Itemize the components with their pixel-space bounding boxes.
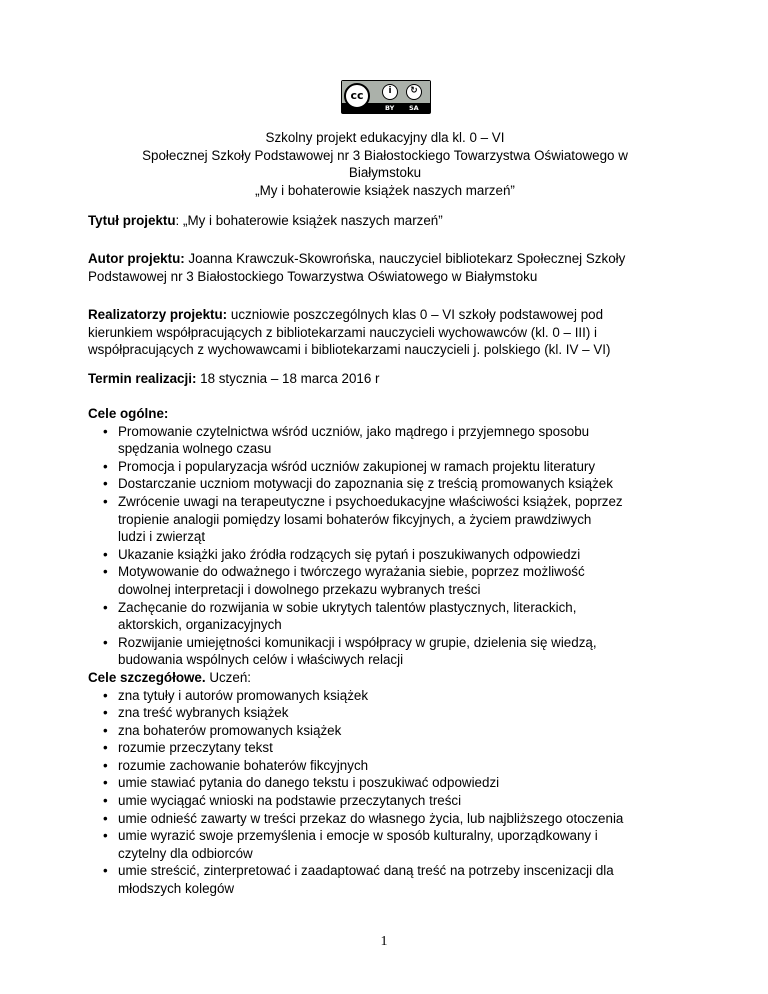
list-item-text: zna bohaterów promowanych książek xyxy=(118,722,342,738)
list-item xyxy=(88,757,688,775)
list-item-text: aktorskich, organizacyjnych xyxy=(118,617,282,633)
list-item xyxy=(88,704,688,722)
specific-goals-list xyxy=(88,687,688,898)
header-line: „My i bohaterowie książek naszych marzeń” xyxy=(255,182,515,198)
bullet-icon: • xyxy=(103,722,108,738)
header-line: Społecznej Szkoły Podstawowej nr 3 Białostockiego Towarzystwa Oświatowego w xyxy=(142,147,628,163)
bullet-icon: • xyxy=(103,564,108,580)
list-item-text: Promowanie czytelnictwa wśród uczniów, jako mądrego i przyjemnego sposobu xyxy=(118,423,590,439)
bullet-icon: • xyxy=(103,863,108,879)
project-term-paragraph xyxy=(88,370,688,388)
list-item xyxy=(88,475,688,493)
list-item-text: zna treść wybranych książek xyxy=(118,705,289,721)
project-author-paragraph xyxy=(88,250,688,285)
attribution-icon: i xyxy=(382,84,398,100)
project-term-label: Termin realizacji: xyxy=(88,371,197,386)
list-item-text: umie wyrazić swoje przemyślenia i emocje w sposób kulturalny, uporządkowany i xyxy=(118,828,598,844)
list-item-text: spędzania wolnego czasu xyxy=(118,441,272,457)
list-item xyxy=(88,599,688,634)
author-text-line: Podstawowej nr 3 Białostockiego Towarzystwa Oświatowego w Białymstoku xyxy=(88,268,538,284)
list-item xyxy=(88,810,688,828)
bullet-icon: • xyxy=(103,599,108,615)
bullet-icon: • xyxy=(103,810,108,826)
list-item-text: Rozwijanie umiejętności komunikacji i współpracy w grupie, dzielenia się wiedzą, xyxy=(118,634,597,650)
bullet-icon: • xyxy=(103,458,108,474)
specific-goals-subject: Uczeń: xyxy=(205,669,251,685)
list-item-text: budowania wspólnych celów i właściwych relacji xyxy=(118,652,404,668)
share-alike-icon: ↻ xyxy=(406,84,422,100)
bullet-icon: • xyxy=(103,793,108,809)
goals-section xyxy=(88,405,688,898)
list-item-text: dowolnej interpretacji i dowolnego przekazu wybranych treści xyxy=(118,581,481,597)
list-item xyxy=(88,458,688,476)
implementers-text-line: uczniowie poszczególnych klas 0 – VI szkoły podstawowej pod xyxy=(227,307,604,322)
list-item xyxy=(88,792,688,810)
list-item xyxy=(88,493,688,546)
project-title-value: : „My i bohaterowie książek naszych marzeń” xyxy=(175,213,443,228)
general-goals-heading: Cele ogólne: xyxy=(88,406,169,421)
header-line: Białymstoku xyxy=(348,165,422,181)
list-item xyxy=(88,862,688,897)
list-item xyxy=(88,722,688,740)
cc-icon: cc xyxy=(344,83,370,109)
cc-by-sa-license-badge xyxy=(341,80,431,114)
list-item-text: umie odnieść zawarty w treści przekaz do własnego życia, lub najbliższego otoczenia xyxy=(118,810,624,826)
specific-goals-heading: Cele szczegółowe. xyxy=(88,669,206,685)
list-item-text: rozumie zachowanie bohaterów fikcyjnych xyxy=(118,757,369,773)
page-number: 1 xyxy=(380,934,388,949)
bullet-icon: • xyxy=(103,546,108,562)
project-term-value: 18 stycznia – 18 marca 2016 r xyxy=(196,371,380,386)
list-item-text: młodszych kolegów xyxy=(118,881,235,897)
bullet-icon: • xyxy=(103,828,108,844)
list-item-text: Promocja i popularyzacja wśród uczniów zakupionej w ramach projektu literatury xyxy=(118,458,596,474)
general-goals-list xyxy=(88,423,688,669)
list-item-text: Zwrócenie uwagi na terapeutyczne i psychoedukacyjne właściwości książek, poprzez xyxy=(118,493,623,509)
document-header xyxy=(120,129,650,199)
list-item-text: umie streścić, zinterpretować i zaadaptować daną treść na potrzeby inscenizacji dla xyxy=(118,863,614,879)
list-item-text: umie wyciągać wnioski na podstawie przeczytanych treści xyxy=(118,793,462,809)
bullet-icon: • xyxy=(103,493,108,509)
list-item xyxy=(88,774,688,792)
bullet-icon: • xyxy=(103,757,108,773)
project-implementers-label: Realizatorzy projektu: xyxy=(88,307,228,322)
implementers-text-line: kierunkiem współpracujących z bibliotekarzami nauczycieli wychowawców (kl. 0 – III) i xyxy=(88,324,598,340)
implementers-text-line: współpracujących z wychowawcami i bibliotekarzami nauczycieli j. polskiego (kl. IV – VI) xyxy=(88,342,611,358)
list-item xyxy=(88,423,688,458)
list-item-text: Zachęcanie do rozwijania w sobie ukrytych talentów plastycznych, literackich, xyxy=(118,599,577,615)
list-item xyxy=(88,739,688,757)
list-item-text: Dostarczanie uczniom motywacji do zapoznania się z treścią promowanych książek xyxy=(118,476,613,492)
header-line: Szkolny projekt edukacyjny dla kl. 0 – VI xyxy=(265,130,505,145)
bullet-icon: • xyxy=(103,705,108,721)
list-item-text: tropienie analogii pomiędzy losami bohaterów fikcyjnych, a życiem prawdziwych xyxy=(118,511,592,527)
list-item xyxy=(88,634,688,669)
bullet-icon: • xyxy=(103,476,108,492)
by-label: BY xyxy=(385,104,395,112)
bullet-icon: • xyxy=(103,687,108,703)
bullet-icon: • xyxy=(103,740,108,756)
list-item xyxy=(88,687,688,705)
list-item-text: Motywowanie do odważnego i twórczego wyrażania siebie, poprzez możliwość xyxy=(118,564,585,580)
project-title-paragraph xyxy=(88,212,688,230)
project-author-label: Autor projektu: xyxy=(88,251,185,266)
list-item-text: czytelny dla odbiorców xyxy=(118,845,253,861)
project-title-label: Tytuł projektu xyxy=(88,213,176,228)
list-item xyxy=(88,546,688,564)
list-item-text: umie stawiać pytania do danego tekstu i poszukiwać odpowiedzi xyxy=(118,775,500,791)
list-item-text: ludzi i zwierząt xyxy=(118,529,206,545)
list-item-text: Ukazanie książki jako źródła rodzących się pytań i poszukiwanych odpowiedzi xyxy=(118,546,581,562)
list-item-text: zna tytuły i autorów promowanych książek xyxy=(118,687,369,703)
project-implementers-paragraph xyxy=(88,306,688,359)
bullet-icon: • xyxy=(103,775,108,791)
bullet-icon: • xyxy=(103,634,108,650)
list-item xyxy=(88,827,688,862)
list-item xyxy=(88,563,688,598)
bullet-icon: • xyxy=(103,423,108,439)
author-text-line: Joanna Krawczuk-Skowrońska, nauczyciel bibliotekarz Społecznej Szkoły xyxy=(184,251,626,266)
list-item-text: rozumie przeczytany tekst xyxy=(118,740,273,756)
sa-label: SA xyxy=(409,104,419,112)
